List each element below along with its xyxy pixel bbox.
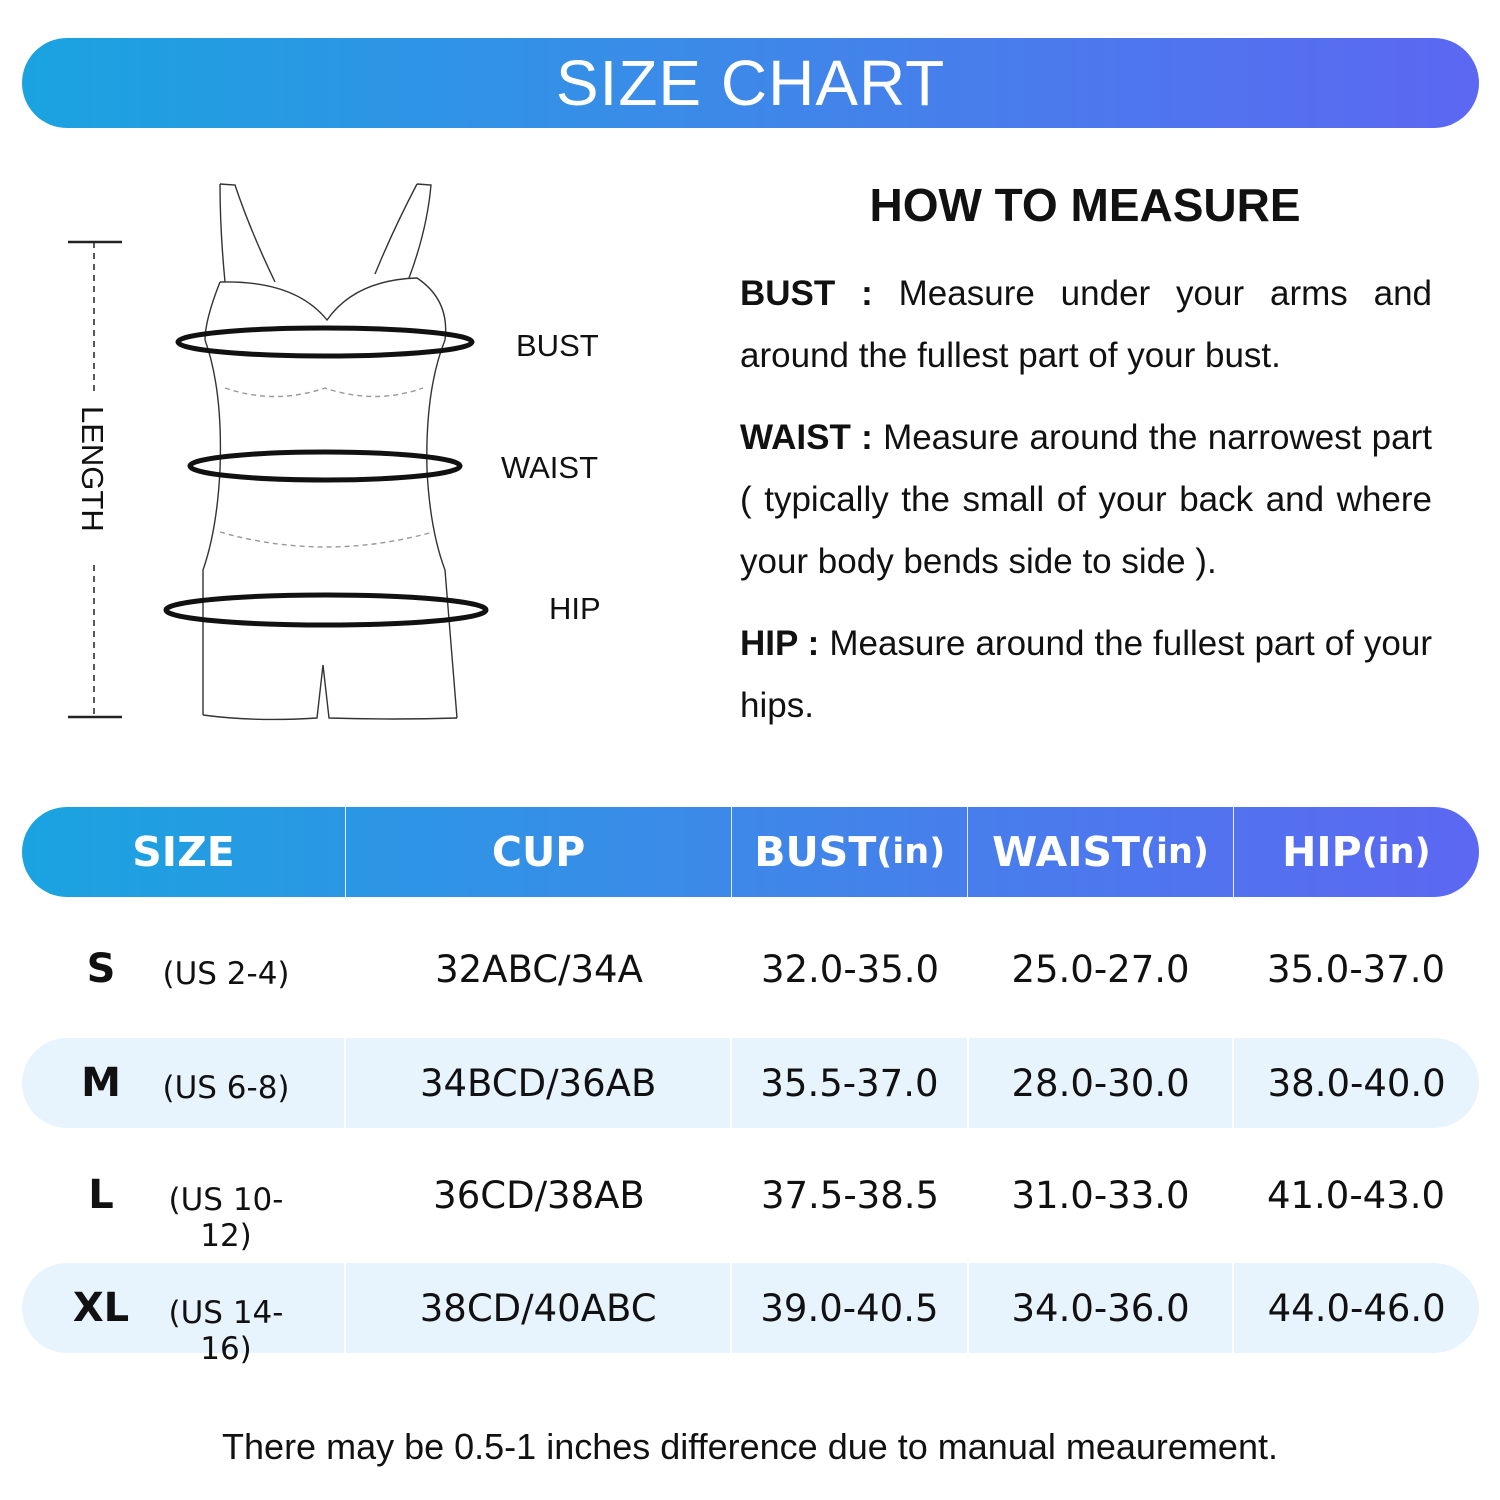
table-row bbox=[22, 924, 1479, 1014]
waist-instruction bbox=[740, 407, 1432, 593]
waist-cell: 28.0-30.0 bbox=[967, 1038, 1233, 1128]
bust-term: BUST : bbox=[740, 274, 873, 313]
waist-label: WAIST bbox=[501, 450, 599, 485]
us-size: (US 2-4) bbox=[162, 956, 290, 992]
header-cup: CUP bbox=[345, 807, 731, 897]
hip-cell: 41.0-43.0 bbox=[1266, 1173, 1446, 1217]
page-title: SIZE CHART bbox=[555, 47, 946, 119]
cup-cell: 32ABC/34A bbox=[435, 947, 643, 991]
bust-cell: 37.5-38.5 bbox=[760, 1173, 940, 1217]
waist-cell: 31.0-33.0 bbox=[1011, 1173, 1190, 1217]
bust-cell: 39.0-40.5 bbox=[730, 1263, 967, 1353]
bust-text: Measure under your arms and around the fullest part of your bust. bbox=[740, 274, 1433, 375]
waist-cell: 25.0-27.0 bbox=[1011, 947, 1190, 991]
us-size: (US 14-16) bbox=[168, 1295, 284, 1367]
waist-ring bbox=[190, 452, 460, 480]
cup-cell: 38CD/40ABC bbox=[344, 1263, 730, 1353]
size-letter: L bbox=[88, 1172, 114, 1218]
hip-label: HIP bbox=[549, 591, 601, 626]
waist-text: Measure around the narrowest part ( typically the small of your back and where your body bends side to side ). bbox=[740, 418, 1432, 581]
size-letter: M bbox=[81, 1060, 121, 1106]
size-letter: S bbox=[86, 946, 116, 992]
hip-instruction bbox=[740, 613, 1432, 737]
header-hip: HIP (in) bbox=[1233, 807, 1479, 897]
hip-ring bbox=[166, 595, 486, 625]
size-letter: XL bbox=[72, 1285, 130, 1331]
waist-cell: 34.0-36.0 bbox=[967, 1263, 1233, 1353]
how-to-measure-title: HOW TO MEASURE bbox=[869, 179, 1301, 231]
table-row bbox=[22, 1038, 1479, 1128]
garment-illustration bbox=[55, 170, 655, 740]
header-waist: WAIST (in) bbox=[967, 807, 1232, 897]
size-cell bbox=[22, 1263, 344, 1367]
hip-cell: 38.0-40.0 bbox=[1232, 1038, 1479, 1128]
hip-text: Measure around the fullest part of your hips. bbox=[740, 624, 1432, 725]
hip-cell: 44.0-46.0 bbox=[1232, 1263, 1479, 1353]
size-cell bbox=[22, 1038, 344, 1128]
bust-cell: 35.5-37.0 bbox=[730, 1038, 967, 1128]
hip-cell: 35.0-37.0 bbox=[1266, 947, 1446, 991]
table-row bbox=[22, 1150, 1479, 1254]
footnote: There may be 0.5-1 inches difference due to manual meaurement. bbox=[222, 1426, 1278, 1467]
us-size: (US 6-8) bbox=[162, 1070, 290, 1106]
cup-cell: 34BCD/36AB bbox=[344, 1038, 730, 1128]
table-header bbox=[22, 807, 1479, 897]
size-cell bbox=[22, 924, 346, 1014]
bust-label: BUST bbox=[516, 328, 599, 363]
size-cell bbox=[22, 1150, 346, 1254]
waist-term: WAIST : bbox=[740, 418, 873, 457]
table-row bbox=[22, 1263, 1479, 1367]
hip-term: HIP : bbox=[740, 624, 820, 663]
header-bust: BUST (in) bbox=[731, 807, 967, 897]
bust-instruction bbox=[740, 263, 1432, 387]
bust-cell: 32.0-35.0 bbox=[760, 947, 940, 991]
cup-cell: 36CD/38AB bbox=[433, 1173, 645, 1217]
length-label: LENGTH bbox=[75, 406, 110, 532]
header-size: SIZE bbox=[132, 828, 235, 876]
us-size: (US 10-12) bbox=[168, 1182, 284, 1254]
bust-ring bbox=[178, 328, 472, 356]
title-banner bbox=[22, 38, 1479, 128]
